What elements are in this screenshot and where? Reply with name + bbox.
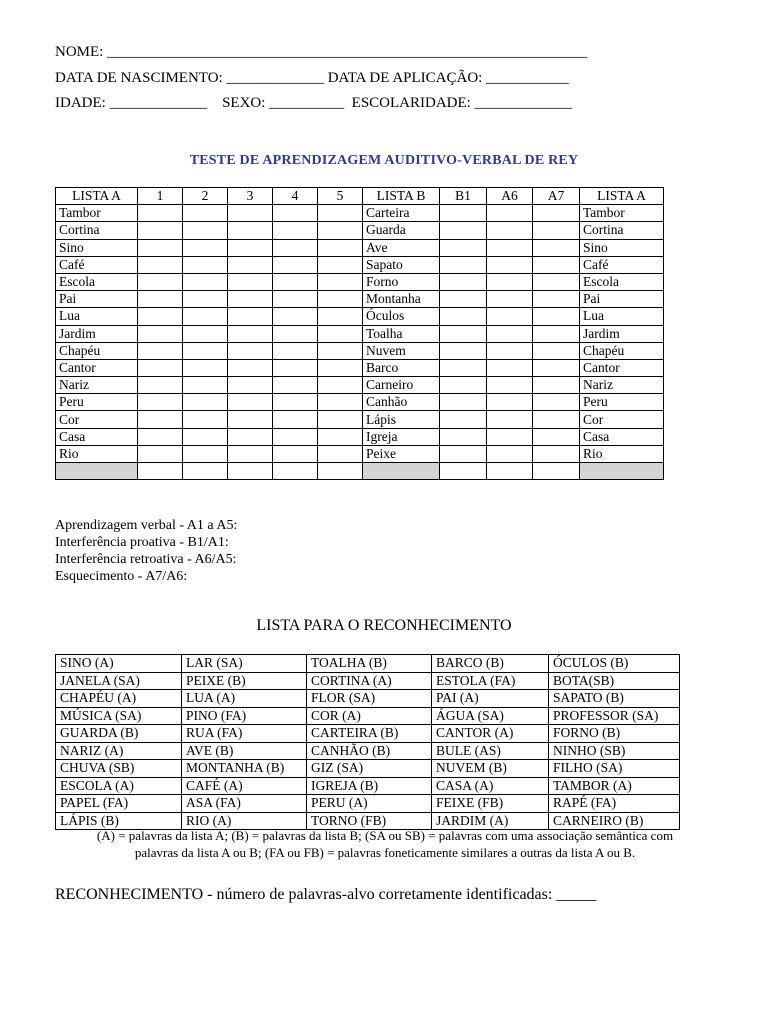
lista-b-word: Carneiro [363, 377, 440, 394]
grid-header-cell: 2 [183, 188, 228, 205]
answer-cell [228, 222, 273, 239]
lista-b-word: Lápis [363, 411, 440, 428]
recognition-word: CHAPÉU (A) [56, 690, 182, 708]
grid-row [56, 325, 664, 342]
answer-cell [440, 256, 487, 273]
answer-cell [440, 291, 487, 308]
answer-cell [440, 377, 487, 394]
recognition-word: RAPÉ (FA) [549, 795, 680, 813]
grid-row [56, 411, 664, 428]
total-cell [138, 463, 183, 480]
answer-cell [228, 205, 273, 222]
answer-cell [138, 445, 183, 462]
grid-row [56, 394, 664, 411]
score-notes [55, 517, 237, 585]
recognition-word: ÁGUA (SA) [432, 707, 549, 725]
answer-cell [487, 411, 533, 428]
answer-cell [138, 239, 183, 256]
lista-a-word: Nariz [580, 377, 664, 394]
grid-total-row [56, 463, 664, 480]
lista-a-word: Café [580, 256, 664, 273]
recognition-word: LÁPIS (B) [56, 812, 182, 830]
recognition-word: CANHÃO (B) [307, 742, 432, 760]
answer-cell [318, 359, 363, 376]
answer-cell [183, 273, 228, 290]
answer-cell [318, 291, 363, 308]
answer-cell [273, 377, 318, 394]
answer-cell [318, 342, 363, 359]
name-field-line: NOME: ________________________________________________________________ [55, 44, 588, 60]
lista-a-word: Café [56, 256, 138, 273]
answer-cell [228, 256, 273, 273]
recognition-word: BARCO (B) [432, 655, 549, 673]
answer-cell [440, 222, 487, 239]
recognition-word: PROFESSOR (SA) [549, 707, 680, 725]
answer-cell [183, 428, 228, 445]
recognition-word: GIZ (SA) [307, 760, 432, 778]
grid-header-cell: A6 [487, 188, 533, 205]
answer-cell [533, 377, 580, 394]
grid-header-cell: 3 [228, 188, 273, 205]
total-cell [533, 463, 580, 480]
answer-cell [533, 308, 580, 325]
answer-cell [487, 342, 533, 359]
recognition-word: CHUVA (SB) [56, 760, 182, 778]
lista-a-word: Cantor [580, 359, 664, 376]
answer-cell [487, 222, 533, 239]
recognition-word: PEIXE (B) [182, 672, 307, 690]
total-cell [487, 463, 533, 480]
answer-cell [487, 377, 533, 394]
answer-cell [183, 308, 228, 325]
answer-cell [440, 445, 487, 462]
answer-cell [138, 325, 183, 342]
grid-header-cell: B1 [440, 188, 487, 205]
lista-a-word: Tambor [580, 205, 664, 222]
answer-cell [318, 325, 363, 342]
answer-cell [318, 445, 363, 462]
recognition-word: PERU (A) [307, 795, 432, 813]
recognition-word: FORNO (B) [549, 725, 680, 743]
lista-b-word: Igreja [363, 428, 440, 445]
answer-cell [228, 239, 273, 256]
lista-b-word: Carteira [363, 205, 440, 222]
answer-cell [533, 222, 580, 239]
answer-cell [273, 256, 318, 273]
lista-a-word: Casa [56, 428, 138, 445]
answer-cell [183, 256, 228, 273]
answer-cell [533, 205, 580, 222]
recognition-word: RUA (FA) [182, 725, 307, 743]
answer-cell [318, 222, 363, 239]
recognition-word: NARIZ (A) [56, 742, 182, 760]
answer-cell [487, 325, 533, 342]
answer-cell [183, 222, 228, 239]
answer-cell [138, 359, 183, 376]
recognition-word: CARTEIRA (B) [307, 725, 432, 743]
recognition-word: FLOR (SA) [307, 690, 432, 708]
answer-cell [533, 445, 580, 462]
recognition-word: IGREJA (B) [307, 777, 432, 795]
recognition-word: TAMBOR (A) [549, 777, 680, 795]
legend-line-1: (A) = palavras da lista A; (B) = palavras da lista B; (SA ou SB) = palavras com uma associação semântica com [96, 828, 674, 843]
recognition-row [56, 725, 680, 743]
grid-row [56, 256, 664, 273]
answer-cell [487, 428, 533, 445]
answer-cell [487, 308, 533, 325]
answer-cell [533, 256, 580, 273]
lista-b-word: Forno [363, 273, 440, 290]
dates-field-line: DATA DE NASCIMENTO: _____________ DATA DE APLICAÇÃO: ___________ [55, 70, 569, 86]
grid-row [56, 308, 664, 325]
answer-cell [273, 291, 318, 308]
recognition-row [56, 760, 680, 778]
recognition-word: TOALHA (B) [307, 655, 432, 673]
lista-a-word: Nariz [56, 377, 138, 394]
total-cell [273, 463, 318, 480]
recognition-word: ÓCULOS (B) [549, 655, 680, 673]
answer-cell [273, 273, 318, 290]
lista-a-word: Sino [580, 239, 664, 256]
lista-a-word: Cortina [56, 222, 138, 239]
recognition-word: CARNEIRO (B) [549, 812, 680, 830]
answer-cell [183, 239, 228, 256]
answer-cell [318, 411, 363, 428]
lista-a-word: Cortina [580, 222, 664, 239]
lista-a-word: Escola [56, 273, 138, 290]
answer-cell [138, 205, 183, 222]
legend-line-2: palavras da lista A ou B; (FA ou FB) = palavras foneticamente similares a outras da lista A ou B. [134, 845, 636, 860]
total-cell [183, 463, 228, 480]
answer-cell [440, 411, 487, 428]
lista-b-word: Montanha [363, 291, 440, 308]
grid-row [56, 239, 664, 256]
test-title: TESTE DE APRENDIZAGEM AUDITIVO-VERBAL DE REY [189, 153, 579, 168]
recognition-word: TORNO (FB) [307, 812, 432, 830]
answer-cell [138, 256, 183, 273]
answer-cell [183, 445, 228, 462]
shaded-total-cell [580, 463, 664, 480]
recognition-word: MÚSICA (SA) [56, 707, 182, 725]
recognition-row [56, 742, 680, 760]
recognition-word: ESCOLA (A) [56, 777, 182, 795]
answer-cell [487, 239, 533, 256]
grid-row [56, 205, 664, 222]
answer-cell [228, 291, 273, 308]
recognition-word: GUARDA (B) [56, 725, 182, 743]
answer-cell [138, 342, 183, 359]
answer-cell [487, 256, 533, 273]
lista-a-word: Rio [56, 445, 138, 462]
recognition-word: LUA (A) [182, 690, 307, 708]
recognition-row [56, 795, 680, 813]
recognition-word: FILHO (SA) [549, 760, 680, 778]
recognition-word: JANELA (SA) [56, 672, 182, 690]
answer-cell [273, 428, 318, 445]
total-cell [318, 463, 363, 480]
recognition-word: PAI (A) [432, 690, 549, 708]
answer-cell [533, 291, 580, 308]
answer-cell [273, 222, 318, 239]
lista-a-word: Chapéu [56, 342, 138, 359]
answer-cell [318, 205, 363, 222]
grid-header-cell: LISTA A [580, 188, 664, 205]
grid-row [56, 342, 664, 359]
answer-cell [273, 239, 318, 256]
answer-cell [273, 308, 318, 325]
answer-cell [533, 359, 580, 376]
recognition-word: ASA (FA) [182, 795, 307, 813]
answer-cell [138, 428, 183, 445]
answer-cell [183, 359, 228, 376]
answer-cell [138, 377, 183, 394]
answer-cell [228, 325, 273, 342]
total-cell [228, 463, 273, 480]
answer-cell [487, 273, 533, 290]
recognition-word: CASA (A) [432, 777, 549, 795]
answer-cell [533, 394, 580, 411]
lista-a-word: Cor [580, 411, 664, 428]
lista-b-word: Sapato [363, 256, 440, 273]
answer-cell [487, 445, 533, 462]
recognition-word: ESTOLA (FA) [432, 672, 549, 690]
answer-cell [183, 411, 228, 428]
answer-cell [318, 428, 363, 445]
answer-cell [228, 342, 273, 359]
lista-a-word: Sino [56, 239, 138, 256]
answer-cell [440, 342, 487, 359]
lista-a-word: Cantor [56, 359, 138, 376]
lista-a-word: Jardim [580, 325, 664, 342]
grid-row [56, 273, 664, 290]
answer-cell [138, 273, 183, 290]
answer-cell [228, 359, 273, 376]
note-proactive-interference: Interferência proativa - B1/A1: [55, 535, 229, 550]
lista-a-word: Peru [56, 394, 138, 411]
recognition-row [56, 777, 680, 795]
grid-header-cell: LISTA B [363, 188, 440, 205]
recognition-word: LAR (SA) [182, 655, 307, 673]
answer-cell [440, 308, 487, 325]
answer-cell [440, 325, 487, 342]
answer-cell [138, 394, 183, 411]
lista-a-word: Pai [580, 291, 664, 308]
lista-b-word: Toalha [363, 325, 440, 342]
answer-cell [183, 205, 228, 222]
lista-a-word: Cor [56, 411, 138, 428]
grid-row [56, 428, 664, 445]
grid-header-cell: LISTA A [56, 188, 138, 205]
recognition-row [56, 690, 680, 708]
answer-cell [487, 205, 533, 222]
answer-cell [228, 411, 273, 428]
lista-a-word: Jardim [56, 325, 138, 342]
answer-cell [228, 273, 273, 290]
recognition-word: AVE (B) [182, 742, 307, 760]
lista-a-word: Pai [56, 291, 138, 308]
recognition-legend [55, 827, 715, 861]
answer-cell [183, 325, 228, 342]
answer-cell [318, 394, 363, 411]
answer-cell [273, 205, 318, 222]
answer-cell [183, 342, 228, 359]
answer-cell [533, 239, 580, 256]
grid-row [56, 291, 664, 308]
recognition-row [56, 707, 680, 725]
answer-cell [228, 394, 273, 411]
lista-b-word: Canhão [363, 394, 440, 411]
answer-cell [273, 411, 318, 428]
recognition-score-line: RECONHECIMENTO - número de palavras-alvo corretamente identificadas: _____ [55, 886, 597, 903]
lista-a-word: Lua [580, 308, 664, 325]
answer-cell [487, 359, 533, 376]
total-cell [440, 463, 487, 480]
recognition-word: PINO (FA) [182, 707, 307, 725]
recognition-word: FEIXE (FB) [432, 795, 549, 813]
grid-row [56, 445, 664, 462]
demographics-field-line: IDADE: _____________ SEXO: __________ ESCOLARIDADE: _____________ [55, 95, 573, 111]
answer-cell [533, 325, 580, 342]
recognition-word: CORTINA (A) [307, 672, 432, 690]
answer-cell [533, 342, 580, 359]
grid-header-cell: 5 [318, 188, 363, 205]
answer-cell [273, 359, 318, 376]
answer-cell [318, 273, 363, 290]
note-verbal-learning: Aprendizagem verbal - A1 a A5: [55, 518, 238, 533]
lista-b-word: Peixe [363, 445, 440, 462]
recognition-word: CANTOR (A) [432, 725, 549, 743]
recognition-word: RIO (A) [182, 812, 307, 830]
answer-cell [228, 445, 273, 462]
grid-row [56, 359, 664, 376]
lista-a-word: Casa [580, 428, 664, 445]
answer-cell [138, 291, 183, 308]
recognition-word: NINHO (SB) [549, 742, 680, 760]
lista-a-word: Peru [580, 394, 664, 411]
grid-header-cell: 4 [273, 188, 318, 205]
answer-cell [318, 308, 363, 325]
recognition-word: MONTANHA (B) [182, 760, 307, 778]
lista-a-word: Lua [56, 308, 138, 325]
answer-cell [228, 308, 273, 325]
recognition-table [55, 654, 680, 830]
answer-cell [440, 394, 487, 411]
recognition-row [56, 655, 680, 673]
answer-cell [440, 239, 487, 256]
lista-a-word: Chapéu [580, 342, 664, 359]
recognition-word: SINO (A) [56, 655, 182, 673]
lista-a-word: Rio [580, 445, 664, 462]
grid-header-cell: 1 [138, 188, 183, 205]
answer-cell [487, 291, 533, 308]
answer-cell [533, 411, 580, 428]
learning-trials-table [55, 187, 664, 480]
recognition-word: PAPEL (FA) [56, 795, 182, 813]
answer-cell [273, 445, 318, 462]
answer-cell [318, 239, 363, 256]
answer-cell [228, 428, 273, 445]
lista-b-word: Guarda [363, 222, 440, 239]
recognition-word: SAPATO (B) [549, 690, 680, 708]
lista-b-word: Nuvem [363, 342, 440, 359]
answer-cell [138, 308, 183, 325]
recognition-word: BOTA(SB) [549, 672, 680, 690]
shaded-total-cell [363, 463, 440, 480]
recognition-word: CAFÉ (A) [182, 777, 307, 795]
lista-b-word: Óculos [363, 308, 440, 325]
shaded-total-cell [56, 463, 138, 480]
grid-header-row [56, 188, 664, 205]
answer-cell [440, 273, 487, 290]
answer-cell [273, 394, 318, 411]
answer-cell [138, 411, 183, 428]
recognition-row [56, 672, 680, 690]
lista-b-word: Ave [363, 239, 440, 256]
recognition-word: BULE (AS) [432, 742, 549, 760]
answer-cell [440, 359, 487, 376]
answer-cell [533, 428, 580, 445]
grid-row [56, 222, 664, 239]
answer-cell [487, 394, 533, 411]
lista-b-word: Barco [363, 359, 440, 376]
note-retroactive-interference: Interferência retroativa - A6/A5: [55, 552, 237, 567]
answer-cell [183, 291, 228, 308]
answer-cell [183, 377, 228, 394]
answer-cell [318, 256, 363, 273]
recognition-word: NUVEM (B) [432, 760, 549, 778]
lista-a-word: Tambor [56, 205, 138, 222]
grid-header-cell: A7 [533, 188, 580, 205]
answer-cell [318, 377, 363, 394]
answer-cell [228, 377, 273, 394]
answer-cell [440, 205, 487, 222]
note-forgetting: Esquecimento - A7/A6: [55, 569, 188, 584]
answer-cell [273, 342, 318, 359]
recognition-title: LISTA PARA O RECONHECIMENTO [256, 617, 512, 634]
answer-cell [138, 222, 183, 239]
answer-cell [183, 394, 228, 411]
recognition-word: COR (A) [307, 707, 432, 725]
answer-cell [533, 273, 580, 290]
recognition-word: JARDIM (A) [432, 812, 549, 830]
grid-row [56, 377, 664, 394]
lista-a-word: Escola [580, 273, 664, 290]
answer-cell [273, 325, 318, 342]
answer-cell [440, 428, 487, 445]
